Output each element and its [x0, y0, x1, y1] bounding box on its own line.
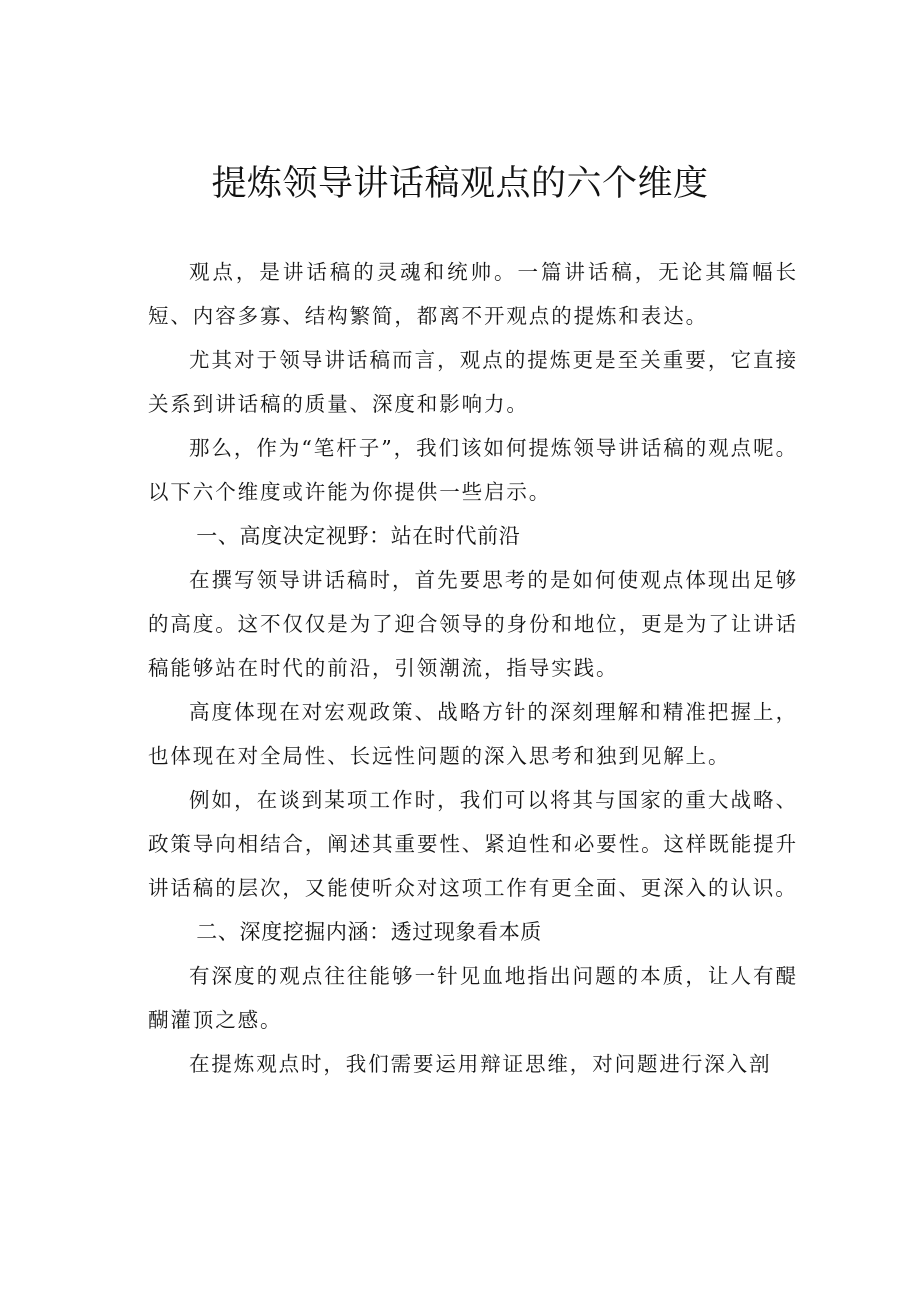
- section-1-paragraph-1: 在撰写领导讲话稿时，首先要思考的是如何使观点体现出足够的高度。这不仅仅是为了迎合领导的身份和地位，更是为了让讲话稿能够站在时代的前沿，引领潮流，指导实践。: [148, 568, 798, 680]
- section-2-paragraph-2: 在提炼观点时，我们需要运用辩证思维，对问题进行深入剖: [189, 1052, 772, 1076]
- section-1-paragraph-2: 高度体现在对宏观政策、战略方针的深刻理解和精准把握上，也体现在对全局性、长远性问题的深入思考和独到见解上。: [148, 700, 798, 768]
- document-body: [148, 250, 798, 1086]
- document-title: 提炼领导讲话稿观点的六个维度: [211, 164, 709, 204]
- intro-paragraph-1: 观点，是讲话稿的灵魂和统帅。一篇讲话稿，无论其篇幅长短、内容多寡、结构繁简，都离不开观点的提炼和表达。: [148, 260, 798, 328]
- section-1-paragraph-3: 例如，在谈到某项工作时，我们可以将其与国家的重大战略、政策导向相结合，阐述其重要性、紧迫性和必要性。这样既能提升讲话稿的层次，又能使听众对这项工作有更全面、更深入的认识。: [148, 788, 798, 900]
- section-2-heading: 二、深度挖掘内涵：透过现象看本质: [196, 920, 542, 944]
- section-2-paragraph-1: 有深度的观点往往能够一针见血地指出问题的本质，让人有醍醐灌顶之感。: [148, 964, 798, 1032]
- intro-paragraph-3: 那么，作为“笔杆子”，我们该如何提炼领导讲话稿的观点呢。以下六个维度或许能为你提供一些启示。: [148, 436, 798, 504]
- intro-paragraph-2: 尤其对于领导讲话稿而言，观点的提炼更是至关重要，它直接关系到讲话稿的质量、深度和影响力。: [148, 348, 798, 416]
- section-1-heading: 一、高度决定视野：站在时代前沿: [196, 524, 521, 548]
